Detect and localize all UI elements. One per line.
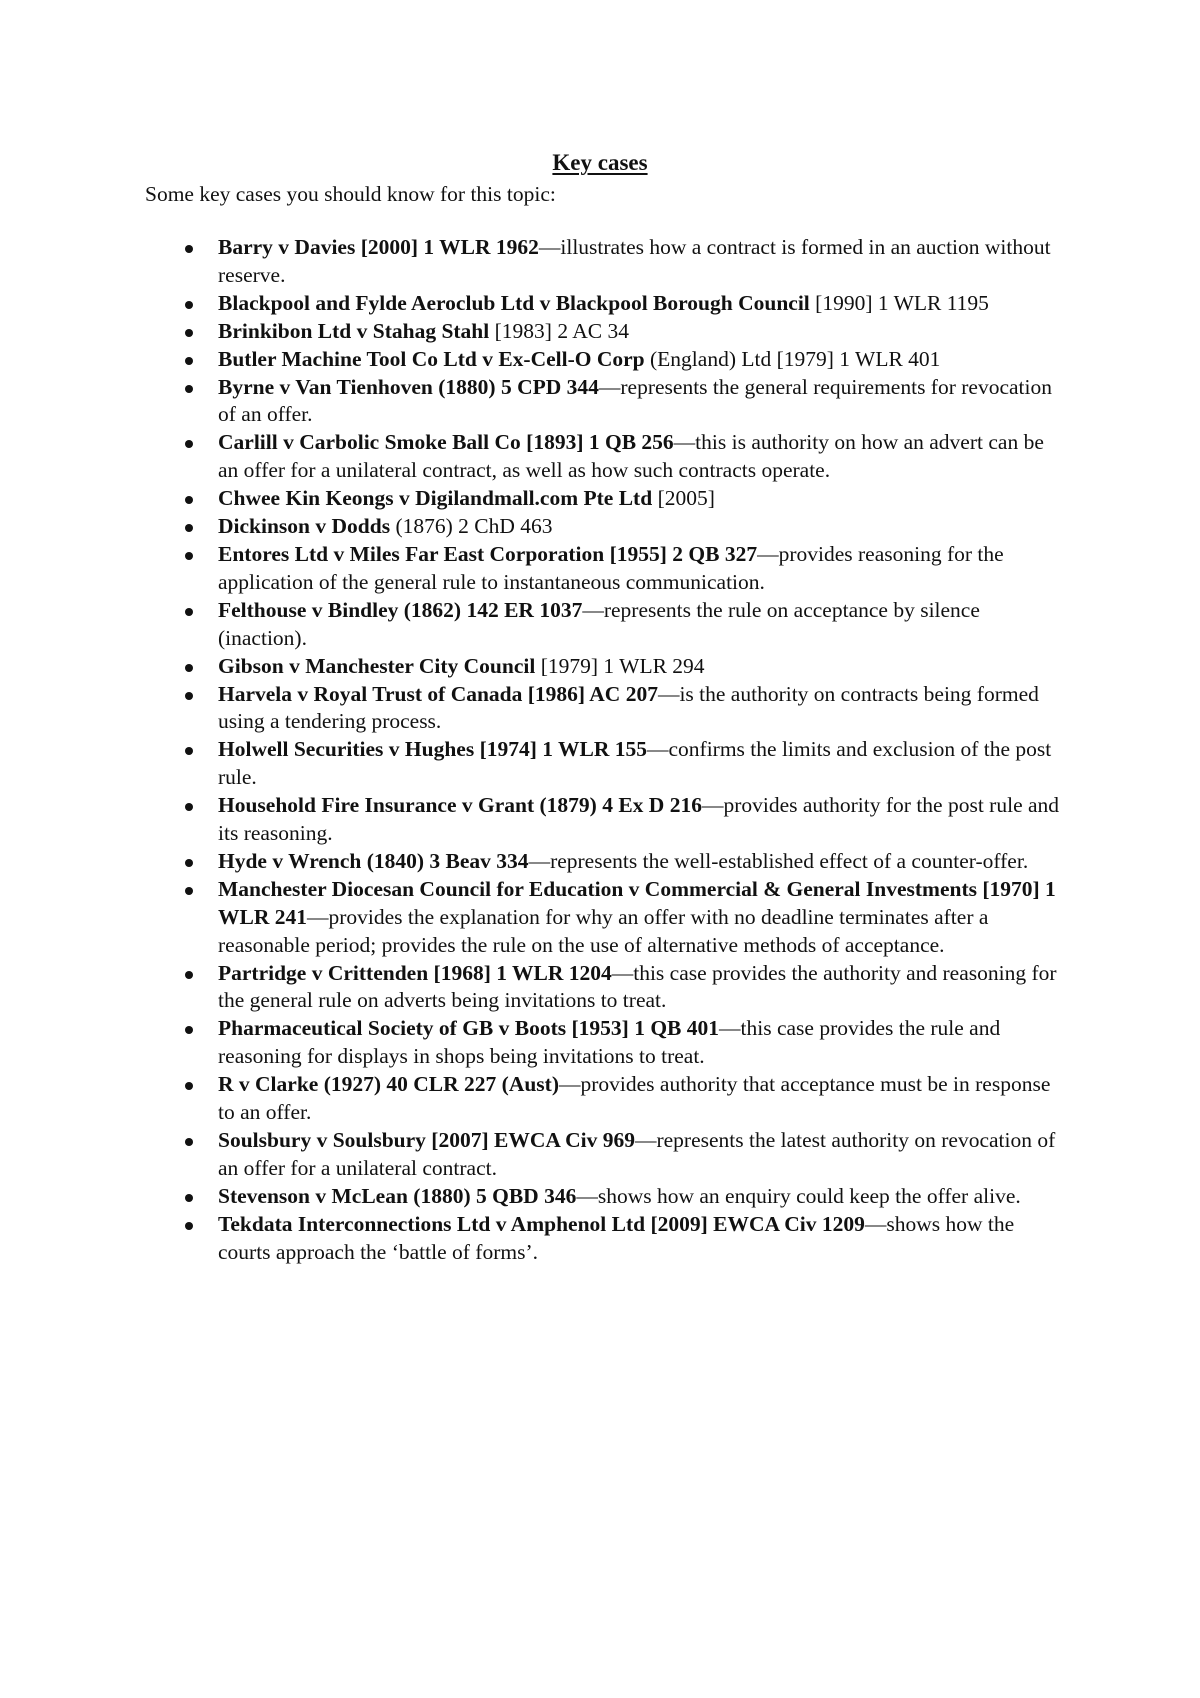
bullet-icon <box>185 859 193 867</box>
case-description: —provides the explanation for why an offer with no deadline terminates after a reasonable period; provides the rule on the use of alternative methods of acceptance. <box>218 904 989 957</box>
case-list-item <box>218 597 1068 653</box>
bullet-icon <box>185 440 193 448</box>
bullet-icon <box>185 692 193 700</box>
case-description: —is the authority on contracts being formed using a tendering process. <box>218 681 1039 734</box>
case-list-item <box>218 1015 1068 1071</box>
case-name: Byrne v Van Tienhoven (1880) 5 CPD 344 <box>218 374 599 399</box>
case-name: Carlill v Carbolic Smoke Ball Co [1893] 1 QB 256 <box>218 430 674 455</box>
bullet-icon <box>185 385 193 393</box>
case-list-item <box>218 1211 1068 1267</box>
case-list-item <box>218 653 1068 681</box>
case-description: [2005] <box>652 486 715 511</box>
case-description: [1979] 1 WLR 294 <box>535 653 705 678</box>
case-list-item <box>218 541 1068 597</box>
case-list <box>218 234 1068 1267</box>
case-list-item <box>218 876 1068 960</box>
case-description: —represents the well-established effect of a counter-offer. <box>528 848 1029 873</box>
case-list-item <box>218 848 1068 876</box>
case-description: —this is authority on how an advert can be an offer for a unilateral contract, as well as how such contracts operate. <box>218 430 1044 483</box>
case-description: —provides authority that acceptance must be in response to an offer. <box>218 1072 1051 1125</box>
bullet-icon <box>185 1194 193 1202</box>
case-description: (England) Ltd [1979] 1 WLR 401 <box>644 346 941 371</box>
bullet-icon <box>185 357 193 365</box>
case-description: —represents the latest authority on revocation of an offer for a unilateral contract. <box>218 1128 1056 1180</box>
case-list-item <box>218 346 1068 374</box>
bullet-icon <box>185 1138 193 1146</box>
case-list-item <box>218 736 1068 792</box>
bullet-icon <box>185 524 193 532</box>
case-description: —shows how the courts approach the ‘battle of forms’. <box>218 1211 1015 1264</box>
bullet-icon <box>185 608 193 616</box>
case-name: Chwee Kin Keongs v Digilandmall.com Pte Ltd <box>218 486 653 511</box>
case-description: —this case provides the rule and reasoning for displays in shops being invitations to treat. <box>218 1016 1001 1069</box>
bullet-icon <box>185 887 193 895</box>
bullet-icon <box>185 245 193 253</box>
intro-text: Some key cases you should know for this topic: <box>145 182 556 206</box>
bullet-icon <box>185 301 193 309</box>
case-list-item <box>218 485 1068 513</box>
case-description: —represents the rule on acceptance by silence (inaction). <box>218 597 980 650</box>
case-list-item <box>218 1127 1068 1183</box>
case-name: Dickinson v Dodds <box>218 514 391 539</box>
case-name: Harvela v Royal Trust of Canada [1986] AC 207 <box>218 681 658 706</box>
case-name: Household Fire Insurance v Grant (1879) 4 Ex D 216 <box>218 793 702 818</box>
case-description: [1983] 2 AC 34 <box>489 318 629 343</box>
bullet-icon <box>185 1026 193 1034</box>
bullet-icon <box>185 971 193 979</box>
case-description: (1876) 2 ChD 463 <box>390 514 553 539</box>
bullet-icon <box>185 664 193 672</box>
case-name: Brinkibon Ltd v Stahag Stahl <box>218 318 490 343</box>
case-name: Tekdata Interconnections Ltd v Amphenol Ltd [2009] EWCA Civ 1209 <box>218 1211 865 1236</box>
case-list-item <box>218 318 1068 346</box>
case-description: —illustrates how a contract is formed in an auction without reserve. <box>218 235 1051 287</box>
bullet-icon <box>185 747 193 755</box>
case-name: Stevenson v McLean (1880) 5 QBD 346 <box>218 1183 577 1208</box>
case-description: —represents the general requirements for revocation of an offer. <box>218 374 1052 427</box>
case-description: —confirms the limits and exclusion of the post rule. <box>218 737 1052 790</box>
case-name: Gibson v Manchester City Council <box>218 653 536 678</box>
case-name: Blackpool and Fylde Aeroclub Ltd v Blackpool Borough Council <box>218 290 810 315</box>
case-description: —this case provides the authority and reasoning for the general rule on adverts being invitations to treat. <box>218 960 1057 1013</box>
case-list-item <box>218 681 1068 737</box>
case-list-item <box>218 429 1068 485</box>
page-title: Key cases <box>552 150 648 175</box>
case-list-item <box>218 374 1068 430</box>
case-name: Pharmaceutical Society of GB v Boots [1953] 1 QB 401 <box>218 1016 720 1041</box>
case-name: Manchester Diocesan Council for Education v Commercial & General Investments [1970] 1 WLR 241 <box>218 876 1056 929</box>
case-name: Felthouse v Bindley (1862) 142 ER 1037 <box>218 597 583 622</box>
case-list-item <box>218 960 1068 1016</box>
case-description: —provides reasoning for the application of the general rule to instantaneous communication. <box>218 541 1004 594</box>
case-name: Partridge v Crittenden [1968] 1 WLR 1204 <box>218 960 612 985</box>
case-name: Holwell Securities v Hughes [1974] 1 WLR 155 <box>218 737 647 762</box>
case-list-item <box>218 290 1068 318</box>
case-description: [1990] 1 WLR 1195 <box>809 290 989 315</box>
case-name: R v Clarke (1927) 40 CLR 227 (Aust) <box>218 1072 559 1097</box>
bullet-icon <box>185 329 193 337</box>
bullet-icon <box>185 496 193 504</box>
case-list-item <box>218 792 1068 848</box>
bullet-icon <box>185 1082 193 1090</box>
case-description: —provides authority for the post rule and its reasoning. <box>218 793 1060 846</box>
bullet-icon <box>185 552 193 560</box>
case-name: Hyde v Wrench (1840) 3 Beav 334 <box>218 848 529 873</box>
case-name: Soulsbury v Soulsbury [2007] EWCA Civ 969 <box>218 1128 635 1152</box>
case-name: Entores Ltd v Miles Far East Corporation [1955] 2 QB 327 <box>218 541 758 566</box>
case-name: Barry v Davies [2000] 1 WLR 1962 <box>218 235 539 259</box>
case-name: Butler Machine Tool Co Ltd v Ex-Cell-O Corp <box>218 346 645 371</box>
case-list-item <box>218 234 1068 290</box>
case-description: —shows how an enquiry could keep the offer alive. <box>576 1183 1021 1208</box>
case-list-item <box>218 1183 1068 1211</box>
bullet-icon <box>185 803 193 811</box>
case-list-item <box>218 513 1068 541</box>
case-list-item <box>218 1071 1068 1127</box>
bullet-icon <box>185 1222 193 1230</box>
